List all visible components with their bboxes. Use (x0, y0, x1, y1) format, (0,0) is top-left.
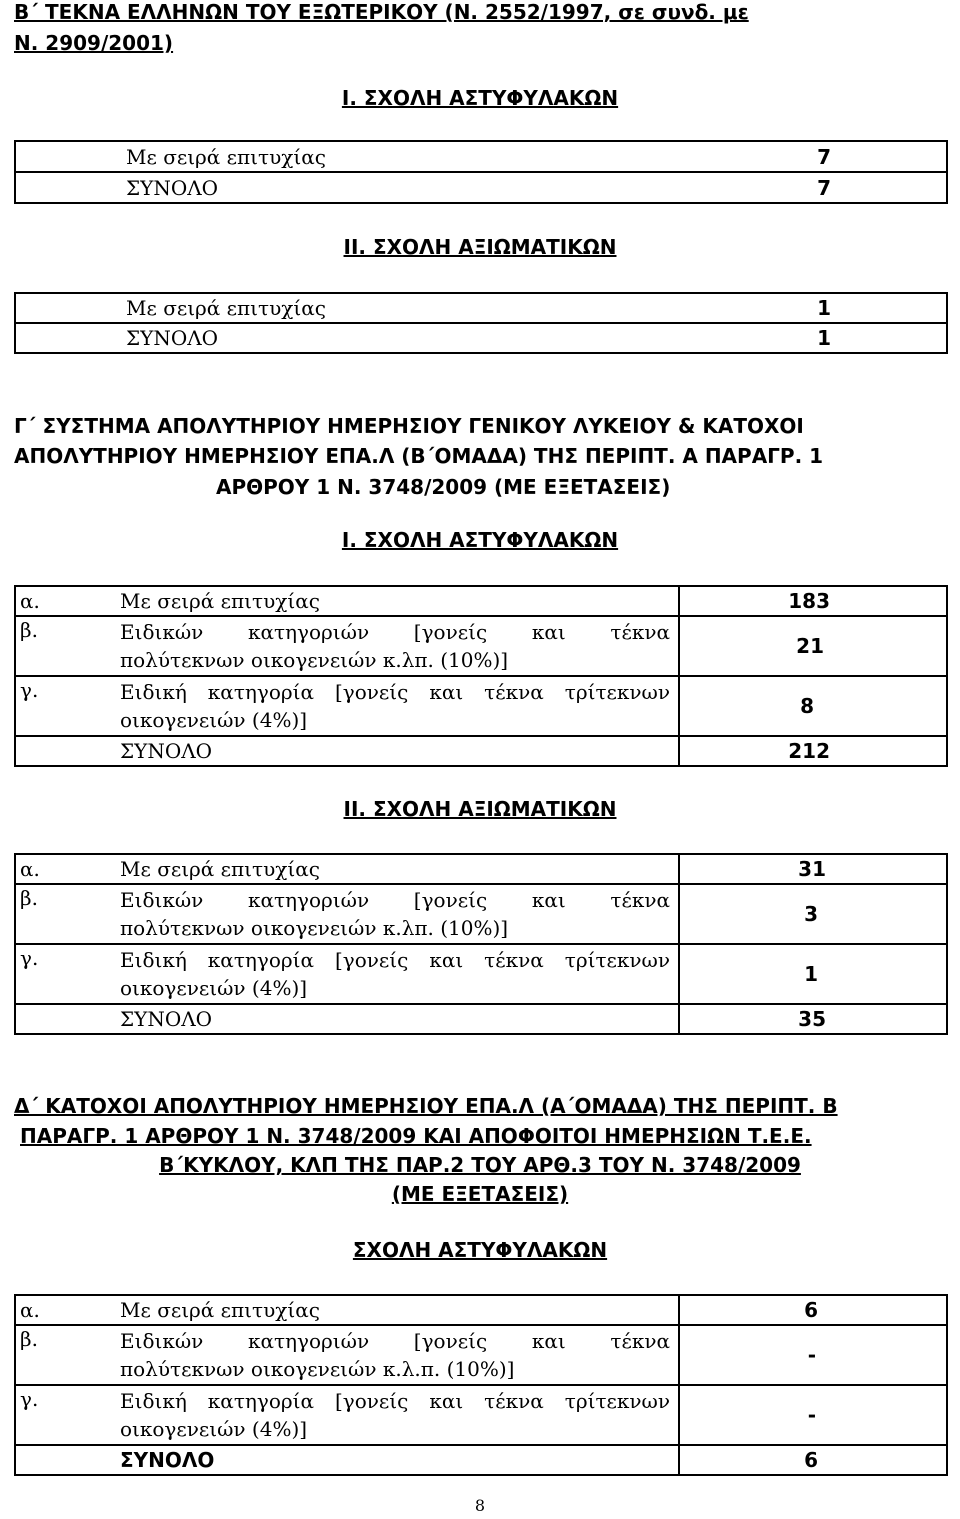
section-c-title-line1: Γ΄ ΣΥΣΤΗΜΑ ΑΠΟΛΥΤΗΡΙΟΥ ΗΜΕΡΗΣΙΟΥ ΓΕΝΙΚΟΥ ΛΥΚΕΙΟΥ & ΚΑΤΟΧΟΙ (14, 414, 804, 438)
row-total-label: ΣΥΝΟΛΟ (120, 736, 679, 766)
row-total-value: 212 (679, 736, 947, 766)
table-row-label: ΣΥΝΟΛΟ (15, 172, 672, 203)
row-total-label: ΣΥΝΟΛΟ (120, 1445, 679, 1475)
table-row-value: 7 (672, 172, 947, 203)
section-d-title-line1: Δ΄ ΚΑΤΟΧΟΙ ΑΠΟΛΥΤΗΡΙΟΥ ΗΜΕΡΗΣΙΟΥ ΕΠΑ.Λ (Α΄ΟΜΑΔΑ) ΤΗΣ ΠΕΡΙΠΤ. Β (14, 1094, 838, 1118)
table-row-label: ΣΥΝΟΛΟ (15, 323, 672, 353)
row-total-label: ΣΥΝΟΛΟ (120, 1004, 679, 1034)
row-index: α. (15, 586, 120, 616)
row-index: α. (15, 854, 120, 884)
row-index: γ. (20, 1387, 39, 1411)
page-number: 8 (474, 1496, 486, 1515)
row-label-line2: πολύτεκνων οικογενειών κ.λ.π. (10%)] (120, 1357, 515, 1381)
row-label: Με σειρά επιτυχίας (120, 586, 679, 616)
section-d-school-heading: ΣΧΟΛΗ ΑΣΤΥΦΥΛΑΚΩΝ (352, 1238, 608, 1262)
row-index: β. (20, 618, 38, 642)
row-index: γ. (20, 678, 39, 702)
section-b-school1-heading: Ι. ΣΧΟΛΗ ΑΣΤΥΦΥΛΑΚΩΝ (341, 86, 619, 110)
row-label-line1: Ειδική κατηγορία [γονείς και τέκνα τρίτεκνων (120, 680, 670, 704)
row-value: 183 (679, 586, 947, 616)
row-index: γ. (20, 946, 39, 970)
row-index: β. (20, 1327, 38, 1351)
section-d-title-line3: Β΄ΚΥΚΛΟΥ, ΚΛΠ ΤΗΣ ΠΑΡ.2 ΤΟΥ ΑΡΘ.3 ΤΟΥ Ν. 3748/2009 (159, 1153, 801, 1177)
row-value: - (679, 1385, 947, 1445)
row-value: 21 (679, 616, 947, 676)
section-b-school2-heading: ΙΙ. ΣΧΟΛΗ ΑΞΙΩΜΑΤΙΚΩΝ (343, 235, 617, 259)
table-row-value: 1 (672, 323, 947, 353)
section-c-school2-table (14, 853, 948, 1035)
row-label-line1: Ειδικών κατηγοριών [γονείς και τέκνα (120, 888, 670, 912)
table-row-value: 7 (672, 141, 947, 172)
row-label-line2: οικογενειών (4%)] (120, 1417, 308, 1441)
row-label-line2: πολύτεκνων οικογενειών κ.λπ. (10%)] (120, 916, 509, 940)
section-c-title-line2: ΑΠΟΛΥΤΗΡΙΟΥ ΗΜΕΡΗΣΙΟΥ ΕΠΑ.Λ (Β΄ΟΜΑΔΑ) ΤΗΣ ΠΕΡΙΠΤ. Α ΠΑΡΑΓΡ. 1 (14, 444, 824, 468)
section-d-title-line2: ΠΑΡΑΓΡ. 1 ΑΡΘΡΟΥ 1 Ν. 3748/2009 ΚΑΙ ΑΠΟΦΟΙΤΟΙ ΗΜΕΡΗΣΙΩΝ Τ.Ε.Ε. (20, 1124, 812, 1148)
row-label-line1: Ειδική κατηγορία [γονείς και τέκνα τρίτεκνων (120, 1389, 670, 1413)
table-row-label: Με σειρά επιτυχίας (15, 293, 672, 323)
section-d-school-table (14, 1294, 948, 1476)
row-index: α. (15, 1295, 120, 1325)
row-value: 31 (679, 854, 947, 884)
row-index: β. (20, 886, 38, 910)
section-c-title-line3: ΑΡΘΡΟΥ 1 Ν. 3748/2009 (ΜΕ ΕΞΕΤΑΣΕΙΣ) (216, 475, 671, 499)
row-value: 8 (679, 676, 947, 736)
row-value: 6 (679, 1295, 947, 1325)
section-b-title-line2: Ν. 2909/2001) (14, 31, 174, 55)
row-label-line2: πολύτεκνων οικογενειών κ.λπ. (10%)] (120, 648, 509, 672)
row-total-value: 35 (679, 1004, 947, 1034)
table-row-label: Με σειρά επιτυχίας (15, 141, 672, 172)
row-value: 1 (679, 944, 947, 1004)
section-b-school2-table (14, 292, 948, 354)
row-label: Με σειρά επιτυχίας (120, 854, 679, 884)
row-label-line2: οικογενειών (4%)] (120, 708, 308, 732)
section-c-school1-table (14, 585, 948, 767)
section-c-school2-heading: ΙΙ. ΣΧΟΛΗ ΑΞΙΩΜΑΤΙΚΩΝ (343, 797, 617, 821)
row-value: 3 (679, 884, 947, 944)
row-label-line2: οικογενειών (4%)] (120, 976, 308, 1000)
section-c-school1-heading: Ι. ΣΧΟΛΗ ΑΣΤΥΦΥΛΑΚΩΝ (341, 528, 619, 552)
section-b-school1-table (14, 140, 948, 204)
row-label: Με σειρά επιτυχίας (120, 1295, 679, 1325)
section-d-title-line4: (ΜΕ ΕΞΕΤΑΣΕΙΣ) (391, 1182, 569, 1206)
section-b-title-line1: Β΄ ΤΕΚΝΑ ΕΛΛΗΝΩΝ ΤΟΥ ΕΞΩΤΕΡΙΚΟΥ (Ν. 2552/1997, σε συνδ. με (14, 0, 749, 24)
table-row-value: 1 (672, 293, 947, 323)
row-value: - (679, 1325, 947, 1385)
row-label-line1: Ειδικών κατηγοριών [γονείς και τέκνα (120, 620, 670, 644)
row-label-line1: Ειδική κατηγορία [γονείς και τέκνα τρίτεκνων (120, 948, 670, 972)
row-total-value: 6 (679, 1445, 947, 1475)
row-label-line1: Ειδικών κατηγοριών [γονείς και τέκνα (120, 1329, 670, 1353)
